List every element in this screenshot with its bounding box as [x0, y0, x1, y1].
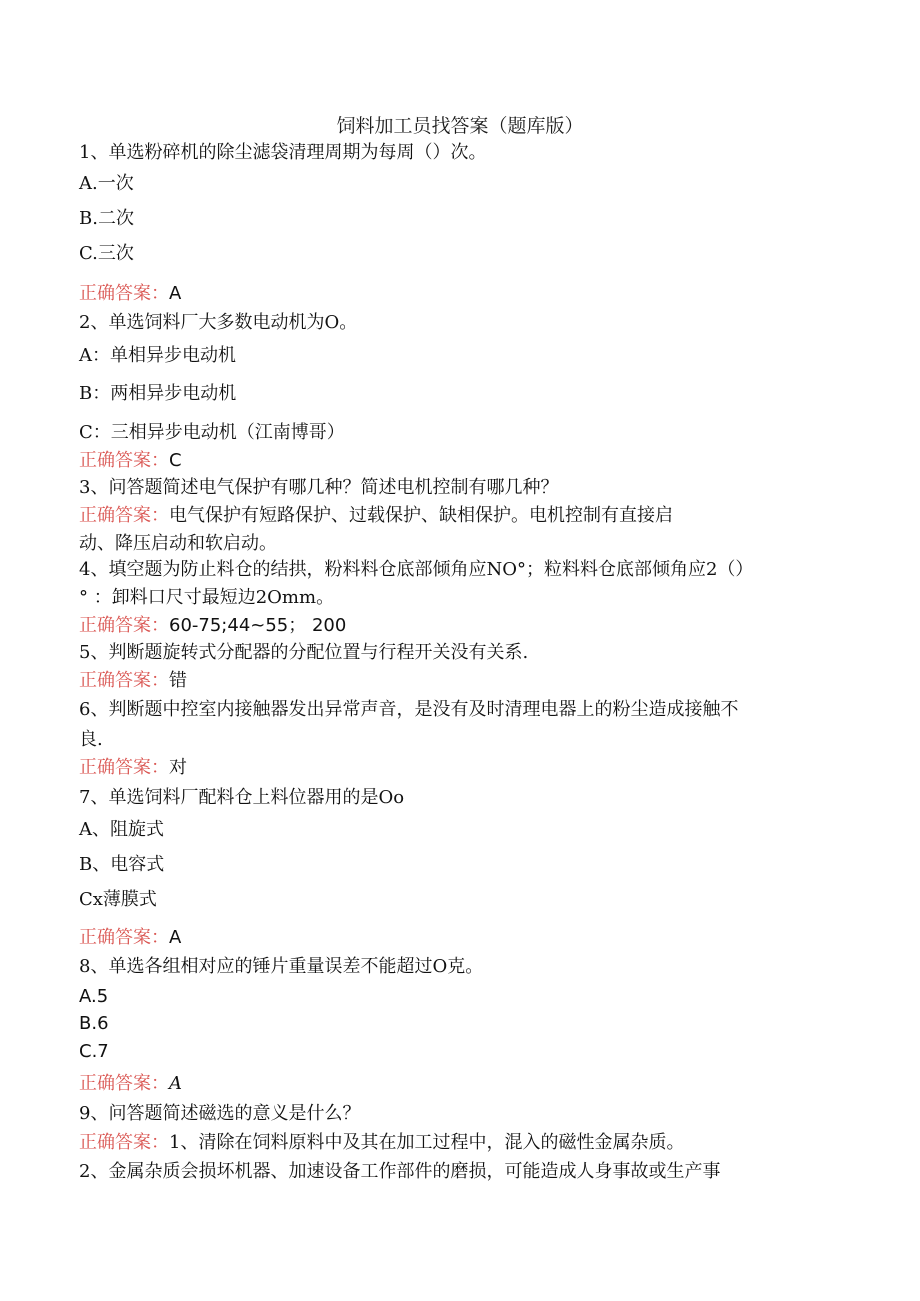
q9-answer-continued: 2、金属杂质会损坏机器、加速设备工作部件的磨损，可能造成人身事故或生产事 [79, 1161, 721, 1182]
q3-answer [79, 504, 673, 528]
question-4-line-1: 4、填空题为防止料仓的结拱，粉料料仓底部倾角应NO°；粒料料仓底部倾角应2（） [79, 559, 754, 580]
answer-value: 对 [169, 757, 187, 778]
q9-answer [79, 1131, 684, 1155]
question-9: 9、问答题简述磁选的意义是什么？ [79, 1103, 361, 1124]
q2-option-a: A：单相异步电动机 [79, 345, 236, 366]
answer-label: 正确答案： [79, 1132, 169, 1153]
q1-option-a: A.一次 [79, 173, 134, 194]
q1-answer [79, 282, 181, 306]
q2-option-c: C：三相异步电动机（江南博哥） [79, 422, 345, 443]
q5-answer [79, 669, 187, 693]
q7-answer [79, 926, 181, 950]
question-3: 3、问答题简述电气保护有哪几种？简述电机控制有哪几种？ [79, 477, 559, 498]
q8-option-a: A.5 [79, 986, 109, 1007]
q2-answer [79, 449, 182, 473]
question-5: 5、判断题旋转式分配器的分配位置与行程开关没有关系. [79, 642, 529, 663]
question-6-line-2: 良. [79, 729, 103, 750]
q1-option-c: C.三次 [79, 243, 134, 264]
answer-value: A [169, 1073, 182, 1094]
answer-value: A [169, 927, 182, 948]
answer-value: 60-75;44~55； 200 [169, 615, 347, 636]
q8-answer [79, 1072, 182, 1096]
answer-label: 正确答案： [79, 757, 169, 778]
q7-option-b: B、电容式 [79, 854, 165, 875]
q7-option-c: Cx薄膜式 [79, 889, 157, 910]
q8-option-b: B.6 [79, 1013, 109, 1034]
answer-value: 错 [169, 670, 187, 691]
question-8: 8、单选各组相对应的锤片重量误差不能超过O克。 [79, 956, 484, 977]
answer-value: C [169, 450, 182, 471]
q2-option-b: B：两相异步电动机 [79, 383, 237, 404]
q7-option-a: A、阻旋式 [79, 819, 164, 840]
answer-label: 正确答案： [79, 615, 169, 636]
answer-label: 正确答案： [79, 505, 169, 526]
q3-answer-continued: 动、降压启动和软启动。 [79, 533, 277, 554]
document-title: 饲料加工员找答案（题库版） [336, 115, 584, 137]
answer-label: 正确答案： [79, 283, 169, 304]
question-2: 2、单选饲料厂大多数电动机为O。 [79, 312, 358, 333]
q8-option-c: C.7 [79, 1041, 109, 1062]
answer-value: A [169, 283, 182, 304]
q1-option-b: B.二次 [79, 208, 134, 229]
answer-label: 正确答案： [79, 927, 169, 948]
answer-label: 正确答案： [79, 670, 169, 691]
q4-answer [79, 614, 346, 638]
answer-label: 正确答案： [79, 450, 169, 471]
question-4-line-2: ° ：卸料口尺寸最短边2Omm。 [79, 587, 335, 608]
question-1: 1、单选粉碎机的除尘滤袋清理周期为每周（）次。 [79, 142, 487, 163]
answer-value: 1、清除在饲料原料中及其在加工过程中，混入的磁性金属杂质。 [169, 1132, 685, 1153]
question-7: 7、单选饲料厂配料仓上料位器用的是Oo [79, 787, 405, 808]
q6-answer [79, 756, 187, 780]
answer-value: 电气保护有短路保护、过载保护、缺相保护。电机控制有直接启 [169, 505, 673, 526]
answer-label: 正确答案： [79, 1073, 169, 1094]
question-6-line-1: 6、判断题中控室内接触器发出异常声音，是没有及时清理电器上的粉尘造成接触不 [79, 699, 739, 720]
